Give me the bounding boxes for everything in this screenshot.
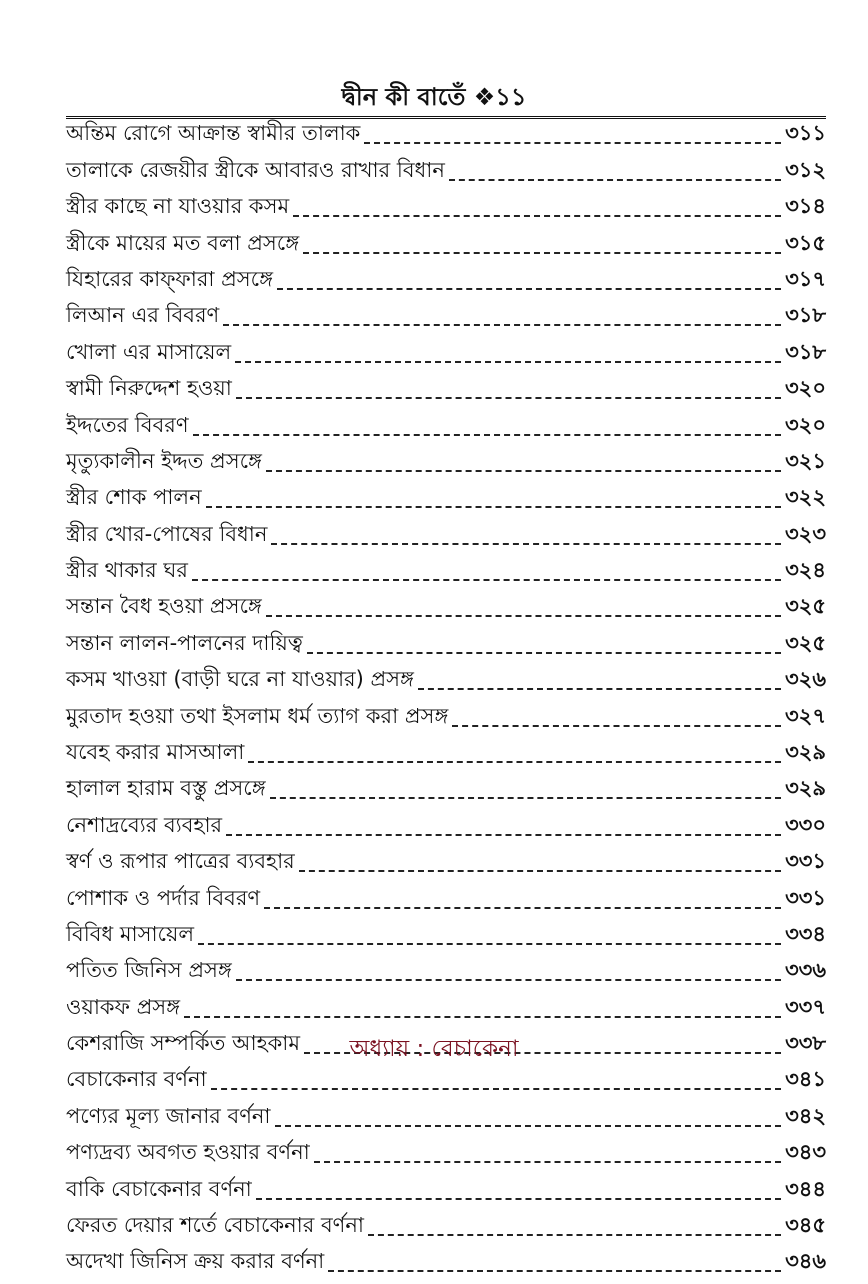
toc-entry-title: স্ত্রীর খোর-পোষের বিধান (66, 521, 268, 546)
dot-leader (368, 1234, 781, 1236)
toc-entry-title: পতিত জিনিস প্রসঙ্গ (66, 958, 232, 983)
toc-entry (66, 1139, 826, 1175)
toc-entry-page-number: ৩২৭ (785, 703, 826, 728)
dot-leader (328, 1270, 781, 1272)
toc-entry-title: স্বামী নিরুদ্দেশ হওয়া (66, 376, 232, 401)
dot-leader (264, 907, 781, 909)
dot-leader (256, 1198, 781, 1200)
toc-entry-page-number: ৩৩১ (785, 849, 826, 874)
toc-entry-title: তালাকে রেজয়ীর স্ত্রীকে আবারও রাখার বিধান (66, 157, 445, 182)
toc-entry (66, 1175, 826, 1211)
toc-entry-title: সন্তান বৈধ হওয়া প্রসঙ্গে (66, 594, 262, 619)
toc-entry-title: খোলা এর মাসায়েল (66, 339, 232, 364)
dot-leader (236, 397, 781, 399)
toc-entry (66, 811, 826, 847)
dot-leader (314, 1161, 781, 1163)
toc-entry-page-number: ৩৪৩ (785, 1140, 826, 1165)
dot-leader (307, 652, 781, 654)
running-header: দ্বীন কী বাতেঁ ❖১১ (341, 83, 527, 111)
toc-entry (66, 702, 826, 738)
toc-entry (66, 557, 826, 593)
toc-entry-page-number: ৩২২ (785, 485, 826, 510)
toc-entry-title: পোশাক ও পর্দার বিবরণ (66, 885, 261, 910)
toc-entry-title: কেশরাজি সম্পর্কিত আহকাম (66, 1031, 301, 1056)
toc-entry-title: সন্তান লালন-পালনের দায়িত্ব (66, 630, 303, 655)
toc-entry-page-number: ৩১২ (785, 157, 826, 182)
toc-entry-title: মুরতাদ হওয়া তথা ইসলাম ধর্ম ত্যাগ করা প্রসঙ্গ (66, 703, 449, 728)
toc-entry (66, 1212, 826, 1248)
toc-entry-page-number: ৩১৫ (785, 230, 826, 255)
toc-entry-title: লিআন এর বিবরণ (66, 303, 220, 328)
toc-entry-page-number: ৩২৬ (785, 667, 826, 692)
toc-entry-page-number: ৩২৫ (785, 594, 826, 619)
toc-entry (66, 193, 826, 229)
toc-entry (66, 1066, 826, 1102)
dot-leader (275, 1125, 782, 1127)
dot-leader (271, 543, 781, 545)
toc-entry-title: যবেহ করার মাসআলা (66, 740, 245, 765)
toc-entry-page-number: ৩৪২ (785, 1103, 826, 1128)
dot-leader (223, 324, 781, 326)
toc-entry (66, 1102, 826, 1138)
dot-leader (293, 215, 781, 217)
toc-entry-page-number: ৩২৫ (785, 630, 826, 655)
toc-entry (66, 375, 826, 411)
toc-entry (66, 739, 826, 775)
dot-leader (452, 725, 781, 727)
dot-leader (248, 761, 781, 763)
toc-entry (66, 411, 826, 447)
toc-entry-title: হালাল হারাম বস্তু প্রসঙ্গে (66, 776, 266, 801)
toc-entry-page-number: ৩২৯ (785, 740, 826, 765)
toc-entry-page-number: ৩৪৬ (785, 1249, 826, 1274)
toc-entry (66, 593, 826, 629)
dot-leader (364, 142, 781, 144)
toc-entry-title: বিবিধ মাসায়েল (66, 921, 195, 946)
dot-leader (449, 179, 781, 181)
toc-entry-title: পণ্যের মূল্য জানার বর্ণনা (66, 1103, 271, 1128)
toc-entry-page-number: ৩৩০ (785, 812, 826, 837)
toc-entry-page-number: ৩১৪ (785, 194, 826, 219)
toc-entry-title: অদেখা জিনিস ক্রয় করার বর্ণনা (66, 1249, 325, 1274)
toc-entry-title: পণ্যদ্রব্য অবগত হওয়ার বর্ণনা (66, 1140, 310, 1165)
dot-leader (299, 870, 781, 872)
dot-leader (226, 834, 781, 836)
toc-entry (66, 484, 826, 520)
toc-entry-title: কসম খাওয়া (বাড়ী ঘরে না যাওয়ার) প্রসঙ্গ (66, 667, 414, 692)
toc-entry-page-number: ৩৩৪ (785, 921, 826, 946)
toc-entry-title: ইদ্দতের বিবরণ (66, 412, 189, 437)
toc-entry (66, 1248, 826, 1284)
toc-entry (66, 957, 826, 993)
toc-entry-page-number: ৩৩৬ (785, 958, 826, 983)
toc-entry-title: স্ত্রীর কাছে না যাওয়ার কসম (66, 194, 290, 219)
toc-entry (66, 993, 826, 1029)
toc-entry-title: অন্তিম রোগে আক্রান্ত স্বামীর তালাক (66, 121, 361, 146)
toc-entry (66, 448, 826, 484)
toc-entry-title: যিহারের কাফ্ফারা প্রসঙ্গে (66, 266, 274, 291)
dot-leader (235, 361, 781, 363)
dot-leader (193, 434, 782, 436)
toc-entry (66, 302, 826, 338)
dot-leader (270, 797, 781, 799)
toc-entry (66, 229, 826, 265)
toc-entry-page-number: ৩২৩ (785, 521, 826, 546)
dot-leader (303, 252, 781, 254)
toc-entry-page-number: ৩২৯ (785, 776, 826, 801)
toc-entry (66, 156, 826, 192)
toc-entry-page-number: ৩৪৪ (785, 1176, 826, 1201)
toc-entry-page-number: ৩৩৭ (785, 994, 826, 1019)
toc-entry (66, 775, 826, 811)
toc-entry-page-number: ৩৪১ (785, 1067, 826, 1092)
toc-entry-title: বেচাকেনার বর্ণনা (66, 1067, 207, 1092)
dot-leader (198, 943, 781, 945)
dot-leader (266, 615, 781, 617)
toc-entry-page-number: ৩১৮ (785, 339, 826, 364)
toc-entry-title: ফেরত দেয়ার শর্তে বেচাকেনার বর্ণনা (66, 1212, 365, 1237)
toc-entry (66, 266, 826, 302)
toc-entry-title: স্ত্রীর শোক পালন (66, 485, 202, 510)
toc-entry (66, 520, 826, 556)
toc-entry (66, 120, 826, 156)
toc-entry (66, 884, 826, 920)
toc-entry-page-number: ৩৪৫ (785, 1212, 826, 1237)
dot-leader (184, 1016, 781, 1018)
toc-list-part2 (66, 1066, 826, 1284)
toc-entry-page-number: ৩২৪ (785, 558, 826, 583)
toc-entry-page-number: ৩২০ (785, 412, 826, 437)
toc-entry-title: মৃত্যুকালীন ইদ্দত প্রসঙ্গে (66, 448, 262, 473)
dot-leader (277, 288, 781, 290)
toc-list-part1 (66, 120, 826, 1066)
dot-leader (266, 470, 781, 472)
dot-leader (211, 1088, 781, 1090)
toc-entry-page-number: ৩১১ (785, 121, 826, 146)
toc-entry-title: স্বর্ণ ও রূপার পাত্রের ব্যবহার (66, 849, 295, 874)
dot-leader (206, 506, 781, 508)
toc-entry-page-number: ৩১৮ (785, 303, 826, 328)
toc-entry (66, 848, 826, 884)
toc-entry (66, 666, 826, 702)
toc-entry-title: স্ত্রীর থাকার ঘর (66, 558, 188, 583)
toc-entry (66, 338, 826, 374)
dot-leader (192, 579, 781, 581)
toc-entry-title: নেশাদ্রব্যের ব্যবহার (66, 812, 223, 837)
toc-entry-page-number: ৩১৭ (785, 266, 826, 291)
toc-entry-title: বাকি বেচাকেনার বর্ণনা (66, 1176, 252, 1201)
toc-entry-page-number: ৩৩৮ (785, 1031, 826, 1056)
toc-entry (66, 921, 826, 957)
dot-leader (418, 688, 781, 690)
chapter-heading: অধ্যায় : বেচাকেনা (349, 1036, 519, 1062)
toc-entry (66, 629, 826, 665)
toc-entry-page-number: ৩৩১ (785, 885, 826, 910)
toc-entry-title: ওয়াকফ প্রসঙ্গ (66, 994, 181, 1019)
toc-entry-page-number: ৩২০ (785, 376, 826, 401)
toc-entry-title: স্ত্রীকে মায়ের মত বলা প্রসঙ্গে (66, 230, 300, 255)
dot-leader (236, 979, 781, 981)
toc-entry-page-number: ৩২১ (785, 448, 826, 473)
